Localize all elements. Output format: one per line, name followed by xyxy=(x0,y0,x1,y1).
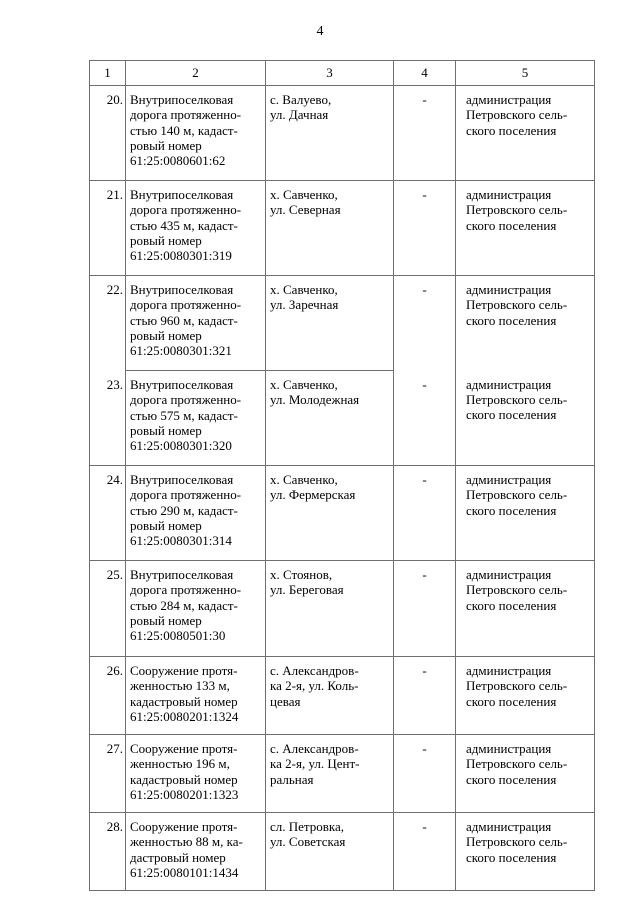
column-4-value: - xyxy=(394,181,456,276)
desc-line: кадастровый номер xyxy=(130,693,238,709)
admin-line: ского поселения xyxy=(466,502,557,518)
column-header: 3 xyxy=(266,61,394,86)
table-row xyxy=(90,276,595,371)
page-number: 4 xyxy=(316,24,324,39)
desc-line: дорога протяженно- xyxy=(130,297,242,313)
row-number: 24. xyxy=(90,466,126,561)
location-line: с. Валуево, xyxy=(270,92,332,107)
object-location xyxy=(266,813,394,891)
location-line: ул. Заречная xyxy=(270,297,339,313)
column-4-value: - xyxy=(394,466,456,561)
desc-line: 61:25:0080301:314 xyxy=(130,533,232,549)
table-row xyxy=(90,561,595,657)
admin-line: ского поселения xyxy=(466,849,557,865)
admin-line: администрация xyxy=(466,92,552,107)
admin-line: Петровского сель- xyxy=(466,202,568,218)
admin-line: администрация xyxy=(466,376,552,392)
admin-line: ского поселения xyxy=(466,312,557,328)
location-line: с. Александров- xyxy=(270,663,359,678)
administration xyxy=(456,276,595,371)
object-location xyxy=(266,466,394,561)
object-location xyxy=(266,86,394,181)
object-description xyxy=(126,371,266,466)
table-row xyxy=(90,86,595,181)
administration xyxy=(456,371,595,466)
admin-line: Петровского сель- xyxy=(466,834,568,850)
row-number: 27. xyxy=(90,735,126,813)
desc-line: 61:25:0080301:320 xyxy=(130,438,232,454)
desc-line: дорога протяженно- xyxy=(130,487,242,503)
desc-line: дастровый номер xyxy=(130,849,226,865)
row-number: 23. xyxy=(90,371,126,466)
desc-line: 61:25:0080601:62 xyxy=(130,153,226,169)
desc-line: женностью 88 м, ка- xyxy=(130,834,243,850)
admin-line: ского поселения xyxy=(466,407,557,423)
location-line: ул. Северная xyxy=(270,202,341,218)
desc-line: стью 435 м, кадаст- xyxy=(130,217,238,233)
desc-line: стью 960 м, кадаст- xyxy=(130,312,238,328)
location-line: х. Савченко, xyxy=(270,187,338,202)
object-description xyxy=(126,466,266,561)
location-line: ул. Дачная xyxy=(270,107,329,123)
column-4-value: - xyxy=(394,371,456,466)
column-header: 1 xyxy=(90,61,126,86)
location-line: цевая xyxy=(270,693,301,709)
desc-line: стью 290 м, кадаст- xyxy=(130,502,238,518)
desc-line: Сооружение протя- xyxy=(130,819,238,834)
object-location xyxy=(266,561,394,657)
desc-line: Внутрипоселковая xyxy=(130,377,234,392)
object-description xyxy=(126,657,266,735)
desc-line: 61:25:0080301:321 xyxy=(130,343,232,359)
column-4-value: - xyxy=(394,561,456,657)
row-number: 21. xyxy=(90,181,126,276)
property-table xyxy=(89,60,595,891)
row-number: 28. xyxy=(90,813,126,891)
location-line: ул. Фермерская xyxy=(270,487,356,503)
desc-line: стью 575 м, кадаст- xyxy=(130,407,238,423)
desc-line: Сооружение протя- xyxy=(130,663,238,678)
location-line: ул. Береговая xyxy=(270,582,344,598)
admin-line: ского поселения xyxy=(466,217,557,233)
column-4-value: - xyxy=(394,813,456,891)
table-row xyxy=(90,735,595,813)
admin-line: администрация xyxy=(466,741,552,756)
admin-line: администрация xyxy=(466,282,552,297)
table-row xyxy=(90,657,595,735)
admin-line: Петровского сель- xyxy=(466,487,568,503)
desc-line: дорога протяженно- xyxy=(130,392,242,408)
desc-line: дорога протяженно- xyxy=(130,582,242,598)
desc-line: Внутрипоселковая xyxy=(130,187,234,202)
location-line: ул. Молодежная xyxy=(270,392,360,408)
administration xyxy=(456,86,595,181)
admin-line: ского поселения xyxy=(466,771,557,787)
column-4-value: - xyxy=(394,657,456,735)
desc-line: ровый номер xyxy=(130,517,202,533)
location-line: ул. Советская xyxy=(270,834,346,850)
table-row xyxy=(90,371,595,466)
admin-line: Петровского сель- xyxy=(466,107,568,123)
desc-line: 61:25:0080201:1324 xyxy=(130,708,239,724)
column-4-value: - xyxy=(394,86,456,181)
column-header: 2 xyxy=(126,61,266,86)
object-description xyxy=(126,561,266,657)
admin-line: ского поселения xyxy=(466,122,557,138)
administration xyxy=(456,657,595,735)
administration xyxy=(456,561,595,657)
column-4-value: - xyxy=(394,735,456,813)
desc-line: ровый номер xyxy=(130,612,202,628)
administration xyxy=(456,735,595,813)
location-line: сл. Петровка, xyxy=(270,819,345,834)
desc-line: стью 140 м, кадаст- xyxy=(130,122,238,138)
object-location xyxy=(266,276,394,371)
location-line: ральная xyxy=(270,771,314,787)
desc-line: 61:25:0080301:319 xyxy=(130,248,232,264)
admin-line: ского поселения xyxy=(466,693,557,709)
row-number: 20. xyxy=(90,86,126,181)
column-4-value: - xyxy=(394,276,456,371)
admin-line: администрация xyxy=(466,819,552,834)
desc-line: 61:25:0080501:30 xyxy=(130,628,226,644)
desc-line: дорога протяженно- xyxy=(130,202,242,218)
object-description xyxy=(126,276,266,371)
admin-line: администрация xyxy=(466,472,552,487)
location-line: ка 2-я, ул. Цент- xyxy=(270,756,360,772)
location-line: х. Савченко, xyxy=(270,472,338,487)
admin-line: администрация xyxy=(466,187,552,202)
object-description xyxy=(126,86,266,181)
location-line: х. Стоянов, xyxy=(270,567,333,582)
object-description xyxy=(126,813,266,891)
admin-line: Петровского сель- xyxy=(466,756,568,772)
table-row xyxy=(90,813,595,891)
column-header: 5 xyxy=(456,61,595,86)
object-location xyxy=(266,657,394,735)
desc-line: стью 284 м, кадаст- xyxy=(130,597,238,613)
object-location xyxy=(266,735,394,813)
location-line: х. Савченко, xyxy=(270,377,338,392)
location-line: ка 2-я, ул. Коль- xyxy=(270,678,359,694)
admin-line: Петровского сель- xyxy=(466,582,568,598)
desc-line: кадастровый номер xyxy=(130,771,238,787)
admin-line: ского поселения xyxy=(466,597,557,613)
table-row xyxy=(90,181,595,276)
desc-line: женностью 196 м, xyxy=(130,756,230,772)
row-number: 25. xyxy=(90,561,126,657)
desc-line: Внутрипоселковая xyxy=(130,282,234,297)
row-number: 26. xyxy=(90,657,126,735)
admin-line: Петровского сель- xyxy=(466,391,568,407)
desc-line: Внутрипоселковая xyxy=(130,567,234,582)
location-line: с. Александров- xyxy=(270,741,359,756)
object-description xyxy=(126,735,266,813)
object-location xyxy=(266,371,394,466)
table-header-row xyxy=(90,61,595,86)
desc-line: 61:25:0080201:1323 xyxy=(130,786,239,802)
admin-line: администрация xyxy=(466,663,552,678)
desc-line: Внутрипоселковая xyxy=(130,472,234,487)
desc-line: дорога протяженно- xyxy=(130,107,242,123)
desc-line: 61:25:0080101:1434 xyxy=(130,864,239,880)
desc-line: Сооружение протя- xyxy=(130,741,238,756)
desc-line: ровый номер xyxy=(130,327,202,343)
desc-line: ровый номер xyxy=(130,422,202,438)
admin-line: администрация xyxy=(466,567,552,582)
column-header: 4 xyxy=(394,61,456,86)
desc-line: ровый номер xyxy=(130,232,202,248)
admin-line: Петровского сель- xyxy=(466,297,568,313)
administration xyxy=(456,466,595,561)
location-line: х. Савченко, xyxy=(270,282,338,297)
object-location xyxy=(266,181,394,276)
row-number: 22. xyxy=(90,276,126,371)
object-description xyxy=(126,181,266,276)
admin-line: Петровского сель- xyxy=(466,678,568,694)
desc-line: женностью 133 м, xyxy=(130,678,230,694)
administration xyxy=(456,181,595,276)
table-row xyxy=(90,466,595,561)
administration xyxy=(456,813,595,891)
desc-line: ровый номер xyxy=(130,137,202,153)
desc-line: Внутрипоселковая xyxy=(130,92,234,107)
